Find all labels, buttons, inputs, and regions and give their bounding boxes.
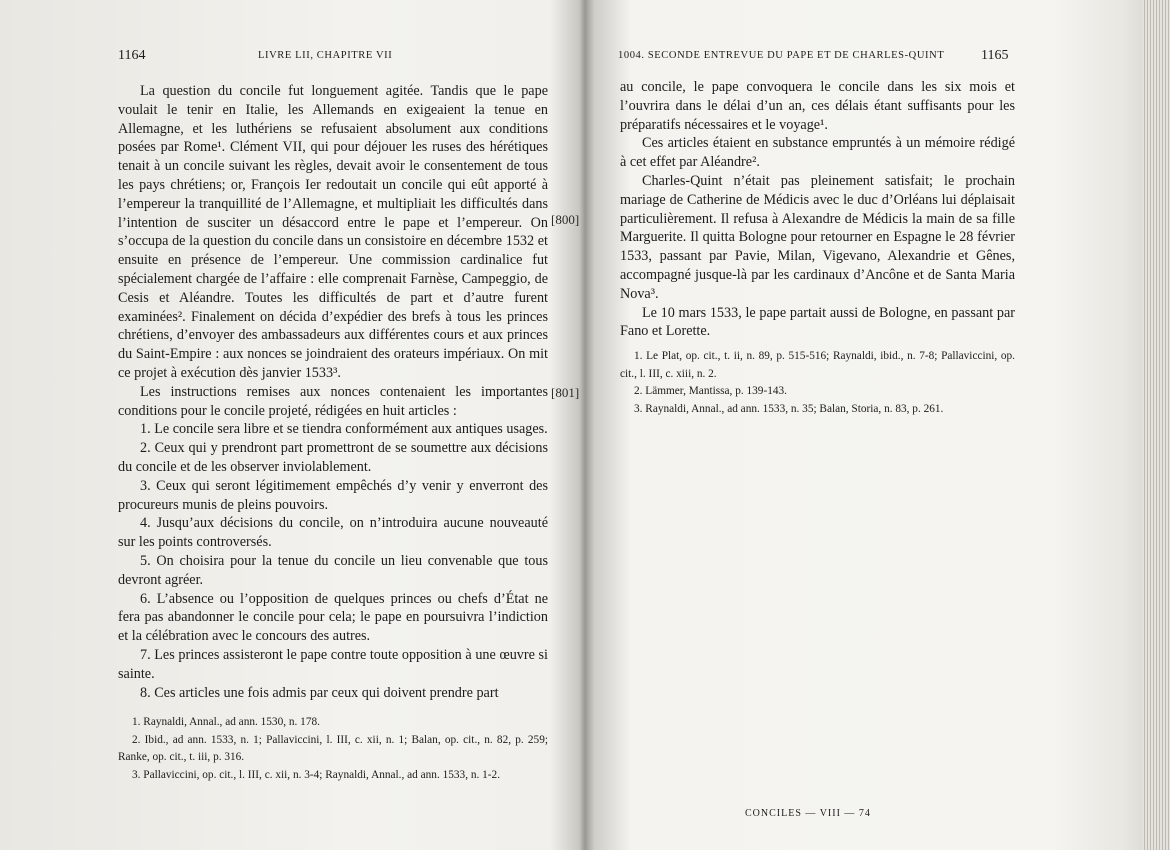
left-page-number: 1164 <box>118 48 146 63</box>
article-item: 6. L’absence ou l’opposition de quelques princes ou chefs d’État ne fera pas abandonner le concile pour cela; le pape en poursuivra l’indiction et la célébration avec le concours des autres. <box>118 590 548 645</box>
right-body-text <box>620 78 1015 341</box>
margin-ref-801: [801] <box>551 385 580 400</box>
printer-signature: CONCILES — VIII — 74 <box>745 808 871 819</box>
paragraph: Le 10 mars 1533, le pape partait aussi de Bologne, en passant par Fano et Lorette. <box>620 304 1015 340</box>
article-item: 8. Ces articles une fois admis par ceux qui doivent prendre part <box>140 684 499 701</box>
paragraph: Les instructions remises aux nonces contenaient les importantes conditions pour le concile projeté, rédigées en huit articles : <box>118 383 548 419</box>
page-edges <box>1142 0 1170 850</box>
left-running-title: LIVRE LII, CHAPITRE VII <box>258 50 393 61</box>
article-item: 2. Ceux qui y prendront part promettront de se soumettre aux décisions du concile et de les observer inviolablement. <box>118 440 548 475</box>
left-running-head <box>118 50 548 70</box>
left-footnotes <box>118 714 548 784</box>
footnote: 3. Raynaldi, Annal., ad ann. 1533, n. 35; Balan, Storia, n. 83, p. 261. <box>634 402 944 415</box>
right-running-head <box>618 50 1018 70</box>
article-item: 4. Jusqu’aux décisions du concile, on n’introduira aucune nouveauté sur les points controversés. <box>118 515 548 551</box>
footnote: 1. Raynaldi, Annal., ad ann. 1530, n. 178. <box>132 716 320 728</box>
article-item: 1. Le concile sera libre et se tiendra conformément aux antiques usages. <box>140 421 548 438</box>
left-page <box>0 0 580 850</box>
article-item: 5. On choisira pour la tenue du concile un lieu convenable que tous devront agréer. <box>118 552 548 588</box>
article-item: 7. Les princes assisteront le pape contre toute opposition à une œuvre si sainte. <box>118 646 548 682</box>
right-page <box>585 0 1140 850</box>
margin-ref-800: [800] <box>551 212 580 227</box>
footnote: 1. Le Plat, op. cit., t. ii, n. 89, p. 515-516; Raynaldi, ibid., n. 7-8; Pallaviccini, op. cit., l. III, c. xiii, n. 2. <box>620 350 1015 380</box>
paragraph: La question du concile fut longuement agitée. Tandis que le pape voulait le tenir en Italie, les Allemands en exigeaient la tenue en Allemagne, et les luthériens se refusaient absolument aux conditions posées par Rome¹. Clément VII, qui pour déjouer les ruses des hérétiques tenait à un concile suivant les règles, devait avoir le consentement de tous les pays chrétiens; or, François Ier redoutait un concile qui eût apporté à l’empereur la tranquillité de l’Allemagne, et multipliait les difficultés dans l’intention de susciter un désaccord entre le pape et l’empereur. On s’occupa de la question du concile dans un consistoire en décembre 1532 et ensuite en présence de l’empereur. Une commission cardinalice fut spécialement chargée de l’affaire : elle comprenait Farnèse, Campeggio, de Cesis et Aléandre. Toutes les difficultés de part et d’autre furent examinées². Finalement on décida d’expédier des brefs à tous les princes chrétiens, d’envoyer des ambassadeurs aux différentes cours et aux princes du Saint-Empire : aux nonces se joindraient des orateurs impériaux. On mit ce projet à exécution dès janvier 1533³. <box>118 83 548 381</box>
left-body-text <box>118 82 548 702</box>
footnote: 2. Ibid., ad ann. 1533, n. 1; Pallaviccini, l. III, c. xii, n. 1; Balan, op. cit., n. 82, p. 259; Ranke, op. cit., t. iii, p. 316. <box>118 733 548 763</box>
right-footnotes <box>620 348 1015 418</box>
footnote: 3. Pallaviccini, op. cit., l. III, c. xii, n. 3-4; Raynaldi, Annal., ad ann. 1533, n. 1-2. <box>132 768 501 781</box>
paragraph: Charles-Quint n’était pas pleinement satisfait; le prochain mariage de Catherine de Médicis avec le duc d’Orléans lui déplaisait particulièrement. Il refusa à Alexandre de Médicis la main de sa fille Marguerite. Il quitta Bologne pour retourner en Espagne le 28 février 1533, passant par Pavie, Milan, Vigevano, Alexandrie et Gênes, accompagné jusque-là par les cardinaux d’Ancône et de Santa Maria Nova³. <box>620 172 1015 302</box>
article-item: 3. Ceux qui seront légitimement empêchés d’y venir y enverront des procureurs munis de pleins pouvoirs. <box>118 477 548 513</box>
right-page-number: 1165 <box>981 48 1009 63</box>
right-running-title: 1004. SECONDE ENTREVUE DU PAPE ET DE CHARLES-QUINT <box>618 50 945 61</box>
paragraph: au concile, le pape convoquera le concile dans les six mois et l’ouvrira dans le délai d’un an, ces délais étant suffisants pour les préparatifs nécessaires et le voyage¹. <box>620 79 1015 133</box>
footnote: 2. Lämmer, Mantissa, p. 139-143. <box>634 385 787 397</box>
paragraph: Ces articles étaient en substance empruntés à un mémoire rédigé à cet effet par Aléandre². <box>620 135 1015 171</box>
